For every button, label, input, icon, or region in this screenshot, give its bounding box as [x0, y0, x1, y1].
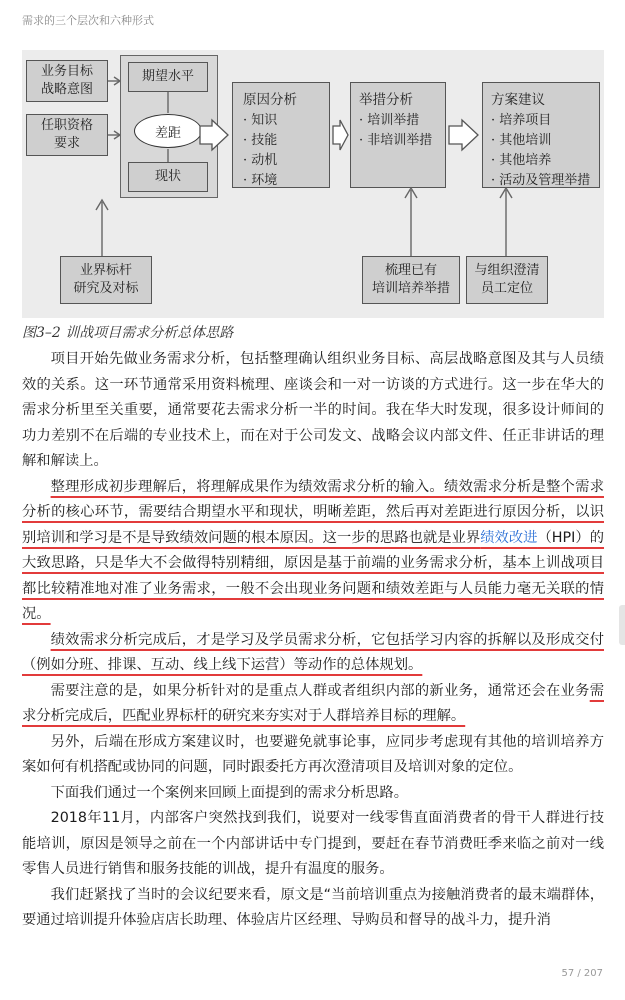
- measures-item: · 非培训举措: [359, 133, 433, 148]
- cause-analysis-title: 原因分析: [243, 92, 297, 108]
- cause-item: · 环境: [243, 173, 278, 188]
- box-expected-level: 期望水平: [128, 62, 208, 92]
- page-number: 57 / 207: [561, 968, 603, 979]
- paragraph-5: 另外，后端在形成方案建议时，也要避免就事论事，应同步考虑现有其他的培训培养方案如何有机搭配或协同的问题，同时跟委托方再次澄清项目及培训对象的定位。: [22, 733, 604, 775]
- plan-item: · 活动及管理举措: [491, 173, 591, 188]
- paragraph-1: 项目开始先做业务需求分析，包括整理确认组织业务目标、高层战略意图及其与人员绩效的关系。这一环节通常采用资料梳理、座谈会和一对一访谈的方式进行。这一步在华大的需求分析里至关重要，通常要花去需求分析一半的时间。我在华大时发现，很多设计师间的功力差别不在后端的专业技术上，而在对于公司发文、战略会议内部文件、任正非讲话的理解和解读上。: [22, 351, 604, 469]
- paragraph-2: [22, 475, 604, 628]
- double-arrow-2: [333, 120, 348, 150]
- measures-analysis-title: 举措分析: [359, 92, 413, 108]
- plan-item: · 其他培训: [491, 133, 552, 148]
- box-clarify-roles: 与组织澄清 员工定位: [466, 256, 548, 304]
- figure-caption: 图3–2 训战项目需求分析总体思路: [22, 325, 234, 341]
- paragraph-3: [22, 628, 604, 679]
- double-arrow-1: [200, 120, 228, 150]
- measures-item: · 培训举措: [359, 113, 420, 128]
- double-arrow-3: [449, 120, 478, 150]
- cause-item: · 动机: [243, 153, 278, 168]
- paragraph-6: 下面我们通过一个案例来回顾上面提到的需求分析思路。: [50, 784, 409, 801]
- running-header: 需求的三个层次和六种形式: [22, 14, 154, 27]
- paragraph-8: 我们赶紧找了当时的会议纪要来看，原文是“当前培训重点为接触消费者的最末端群体，要通过培训提升体验店店长助理、体验店片区经理、导购员和督导的战斗力，提升消: [22, 886, 604, 928]
- underlined-text: 整理形成初步理解后，将理解成果作为绩效需求分析的输入。绩效需求分析是整个需求分析的核心环节，需要结合期望水平和现状，明晰差距，然后再对差距进行原因分析，以识别培训和学习是不是导致绩效问题的根本原因。这一步的思路也就是业界: [22, 478, 604, 546]
- link-performance-improvement[interactable]: 绩效改进: [480, 529, 538, 546]
- box-job-qualification: 任职资格 要求: [26, 114, 108, 156]
- oval-gap: 差距: [134, 114, 202, 148]
- box-business-goals: 业务目标 战略意图: [26, 60, 108, 102]
- underlined-text: 绩效需求分析完成后，才是学习及学员需求分析，它包括学习内容的拆解以及形成交付（例如分班、排课、互动、线上线下运营）等动作的总体规划。: [22, 631, 604, 673]
- box-current-state: 现状: [128, 162, 208, 192]
- box-benchmark: 业界标杆 研究及对标: [60, 256, 152, 304]
- cause-item: · 技能: [243, 133, 278, 148]
- cause-item: · 知识: [243, 113, 278, 128]
- underlined-text: （HPI）的大致思路，只是华大不会做得特别精细，原因是基于前端的业务需求分析，基本上训战项目都比较精准地对准了业务需求，一般不会出现业务问题和绩效差距与人员能力毫无关联的情况。: [22, 529, 605, 622]
- plan-item: · 其他培养: [491, 153, 552, 168]
- underlined-text: 需求分析完成后，匹配业界标杆的研究来夯实对于人群培养目标的理解。: [22, 682, 604, 724]
- diagram-arrows: [22, 50, 604, 318]
- article-body: [22, 347, 604, 934]
- page-turn-handle[interactable]: [619, 605, 625, 645]
- plan-item: · 培养项目: [491, 113, 552, 128]
- figure-needs-analysis-diagram: [22, 50, 604, 318]
- plan-suggestion-title: 方案建议: [491, 92, 545, 108]
- paragraph-7: 2018年11月，内部客户突然找到我们，说要对一线零售直面消费者的骨干人群进行技能培训，原因是领导之前在一个内部讲话中专门提到，要赶在春节消费旺季来临之前对一线零售人员进行销售和服务技能的训战，提升有温度的服务。: [22, 810, 604, 877]
- box-review-existing: 梳理已有 培训培养举措: [362, 256, 460, 304]
- paragraph-4-text: 需要注意的是，如果分析针对的是重点人群或者组织内部的新业务，通常还会在业务: [50, 682, 590, 699]
- paragraph-4: [22, 679, 604, 730]
